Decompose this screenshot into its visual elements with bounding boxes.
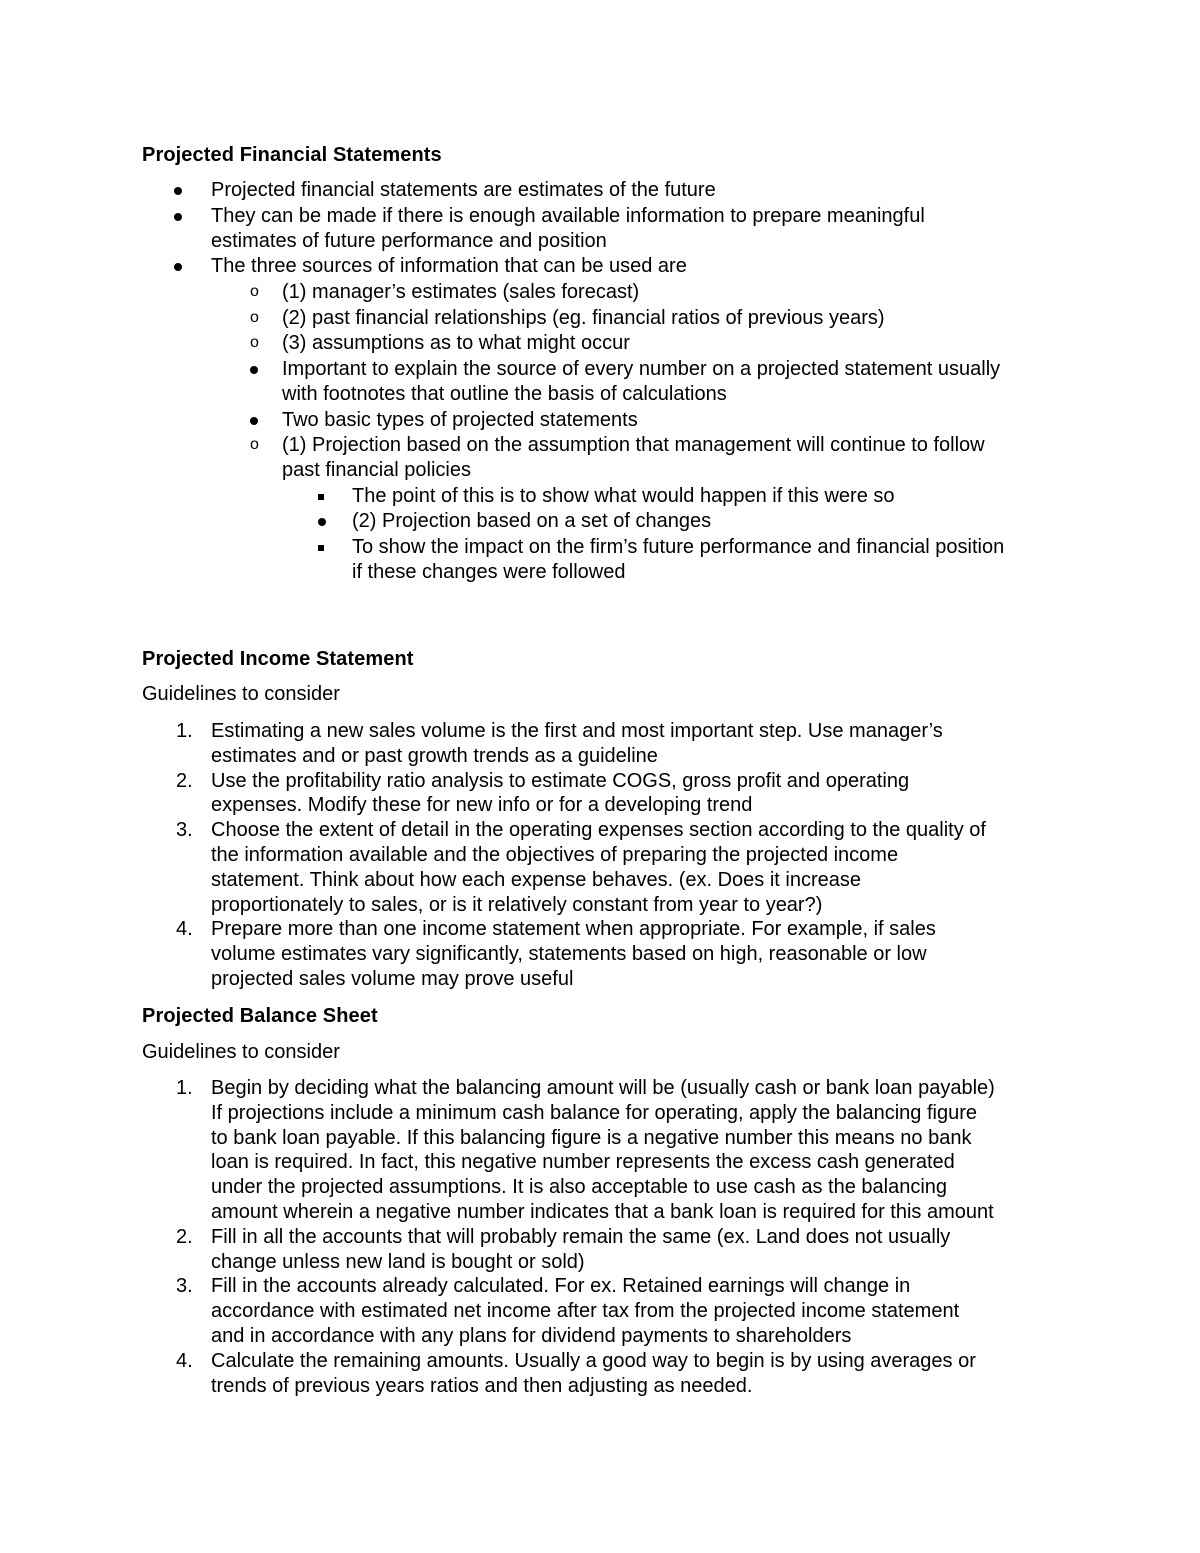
list-item-text: (1) Projection based on the assumption that management will continue to follow — [282, 434, 985, 457]
bullet-dot-icon — [318, 518, 326, 526]
list-item-text: To show the impact on the firm’s future performance and financial position — [352, 536, 1005, 559]
list-item-text: volume estimates vary significantly, statements based on high, reasonable or low — [211, 943, 927, 966]
list-item-text: Two basic types of projected statements — [282, 408, 638, 431]
guidelines-intro: Guidelines to consider — [142, 683, 340, 705]
list-number: 4. — [176, 1349, 193, 1372]
list-item-text: Use the profitability ratio analysis to estimate COGS, gross profit and operating — [211, 769, 910, 792]
list-number: 2. — [176, 1225, 193, 1248]
list-item-text: If projections include a minimum cash balance for operating, apply the balancing figure — [211, 1101, 977, 1124]
list-item-text: Fill in all the accounts that will probably remain the same (ex. Land does not usually — [211, 1225, 951, 1248]
list-item-text: under the projected assumptions. It is also acceptable to use cash as the balancing — [211, 1176, 948, 1199]
list-item-text: (1) manager’s estimates (sales forecast) — [282, 280, 640, 303]
list-item-text: projected sales volume may prove useful — [211, 968, 574, 990]
bullet-circle-icon: o — [250, 282, 259, 300]
list-number: 3. — [176, 1275, 193, 1298]
list-item-text: Calculate the remaining amounts. Usually a good way to begin is by using averages or — [211, 1349, 976, 1372]
list-number: 3. — [176, 819, 193, 842]
list-item-text: to bank loan payable. If this balancing figure is a negative number this means no bank — [211, 1126, 972, 1149]
list-item-text: Estimating a new sales volume is the first and most important step. Use manager’s — [211, 720, 943, 742]
bullet-dot-icon — [250, 366, 258, 374]
list-item-text: Fill in the accounts already calculated. For ex. Retained earnings will change in — [211, 1275, 911, 1298]
list-item-text: trends of previous years ratios and then adjusting as needed. — [211, 1374, 753, 1397]
list-item-text: loan is required. In fact, this negative number represents the excess cash generated — [211, 1151, 955, 1174]
list-item-text: estimates of future performance and position — [211, 229, 607, 252]
bullet-dot-icon — [174, 187, 182, 195]
list-item-text: statement. Think about how each expense behaves. (ex. Does it increase — [211, 868, 862, 891]
list-number: 4. — [176, 918, 193, 941]
list-item-text: with footnotes that outline the basis of calculations — [282, 382, 727, 405]
section-title-income-statement: Projected Income Statement — [142, 648, 414, 670]
list-item-text: Important to explain the source of every number on a projected statement usually — [282, 358, 1001, 380]
list-item-text: expenses. Modify these for new info or for a developing trend — [211, 794, 753, 817]
list-item-text: The three sources of information that can be used are — [211, 255, 687, 278]
list-item-text: if these changes were followed — [352, 560, 626, 583]
list-item-text: the information available and the objectives of preparing the projected income — [211, 844, 899, 866]
list-item-text: Projected financial statements are estimates of the future — [211, 179, 716, 201]
list-item-text: Prepare more than one income statement when appropriate. For example, if sales — [211, 918, 936, 941]
guidelines-intro: Guidelines to consider — [142, 1041, 340, 1063]
list-item-text: and in accordance with any plans for dividend payments to shareholders — [211, 1325, 852, 1347]
bullet-circle-icon: o — [250, 308, 259, 326]
list-item-text: The point of this is to show what would happen if this were so — [352, 484, 895, 507]
bullet-circle-icon: o — [250, 334, 259, 352]
bullet-dot-icon — [250, 417, 258, 425]
list-item-text: (2) past financial relationships (eg. financial ratios of previous years) — [282, 306, 885, 329]
bullet-dot-icon — [174, 263, 182, 271]
list-item-text: Begin by deciding what the balancing amount will be (usually cash or bank loan payable) — [211, 1077, 995, 1099]
list-item-text: past financial policies — [282, 459, 471, 481]
list-item-text: accordance with estimated net income after tax from the projected income statement — [211, 1300, 960, 1323]
list-item-text: change unless new land is bought or sold) — [211, 1250, 585, 1273]
section-title-balance-sheet: Projected Balance Sheet — [142, 1005, 378, 1027]
list-item-text: Choose the extent of detail in the operating expenses section according to the quality of — [211, 819, 986, 842]
list-number: 2. — [176, 769, 193, 792]
bullet-dot-icon — [174, 213, 182, 221]
list-number: 1. — [176, 720, 193, 742]
list-item-text: (2) Projection based on a set of changes — [352, 510, 712, 533]
bullet-circle-icon: o — [250, 436, 259, 454]
bullet-square-icon — [318, 545, 324, 551]
section-title-financial-statements: Projected Financial Statements — [142, 144, 442, 166]
list-item-text: amount wherein a negative number indicates that a bank loan is required for this amount — [211, 1201, 994, 1223]
list-item-text: estimates and or past growth trends as a guideline — [211, 744, 658, 767]
list-item-text: proportionately to sales, or is it relatively constant from year to year?) — [211, 893, 823, 916]
list-item-text: (3) assumptions as to what might occur — [282, 332, 630, 355]
list-item-text: They can be made if there is enough available information to prepare meaningful — [211, 204, 925, 227]
bullet-square-icon — [318, 494, 324, 500]
list-number: 1. — [176, 1077, 193, 1099]
